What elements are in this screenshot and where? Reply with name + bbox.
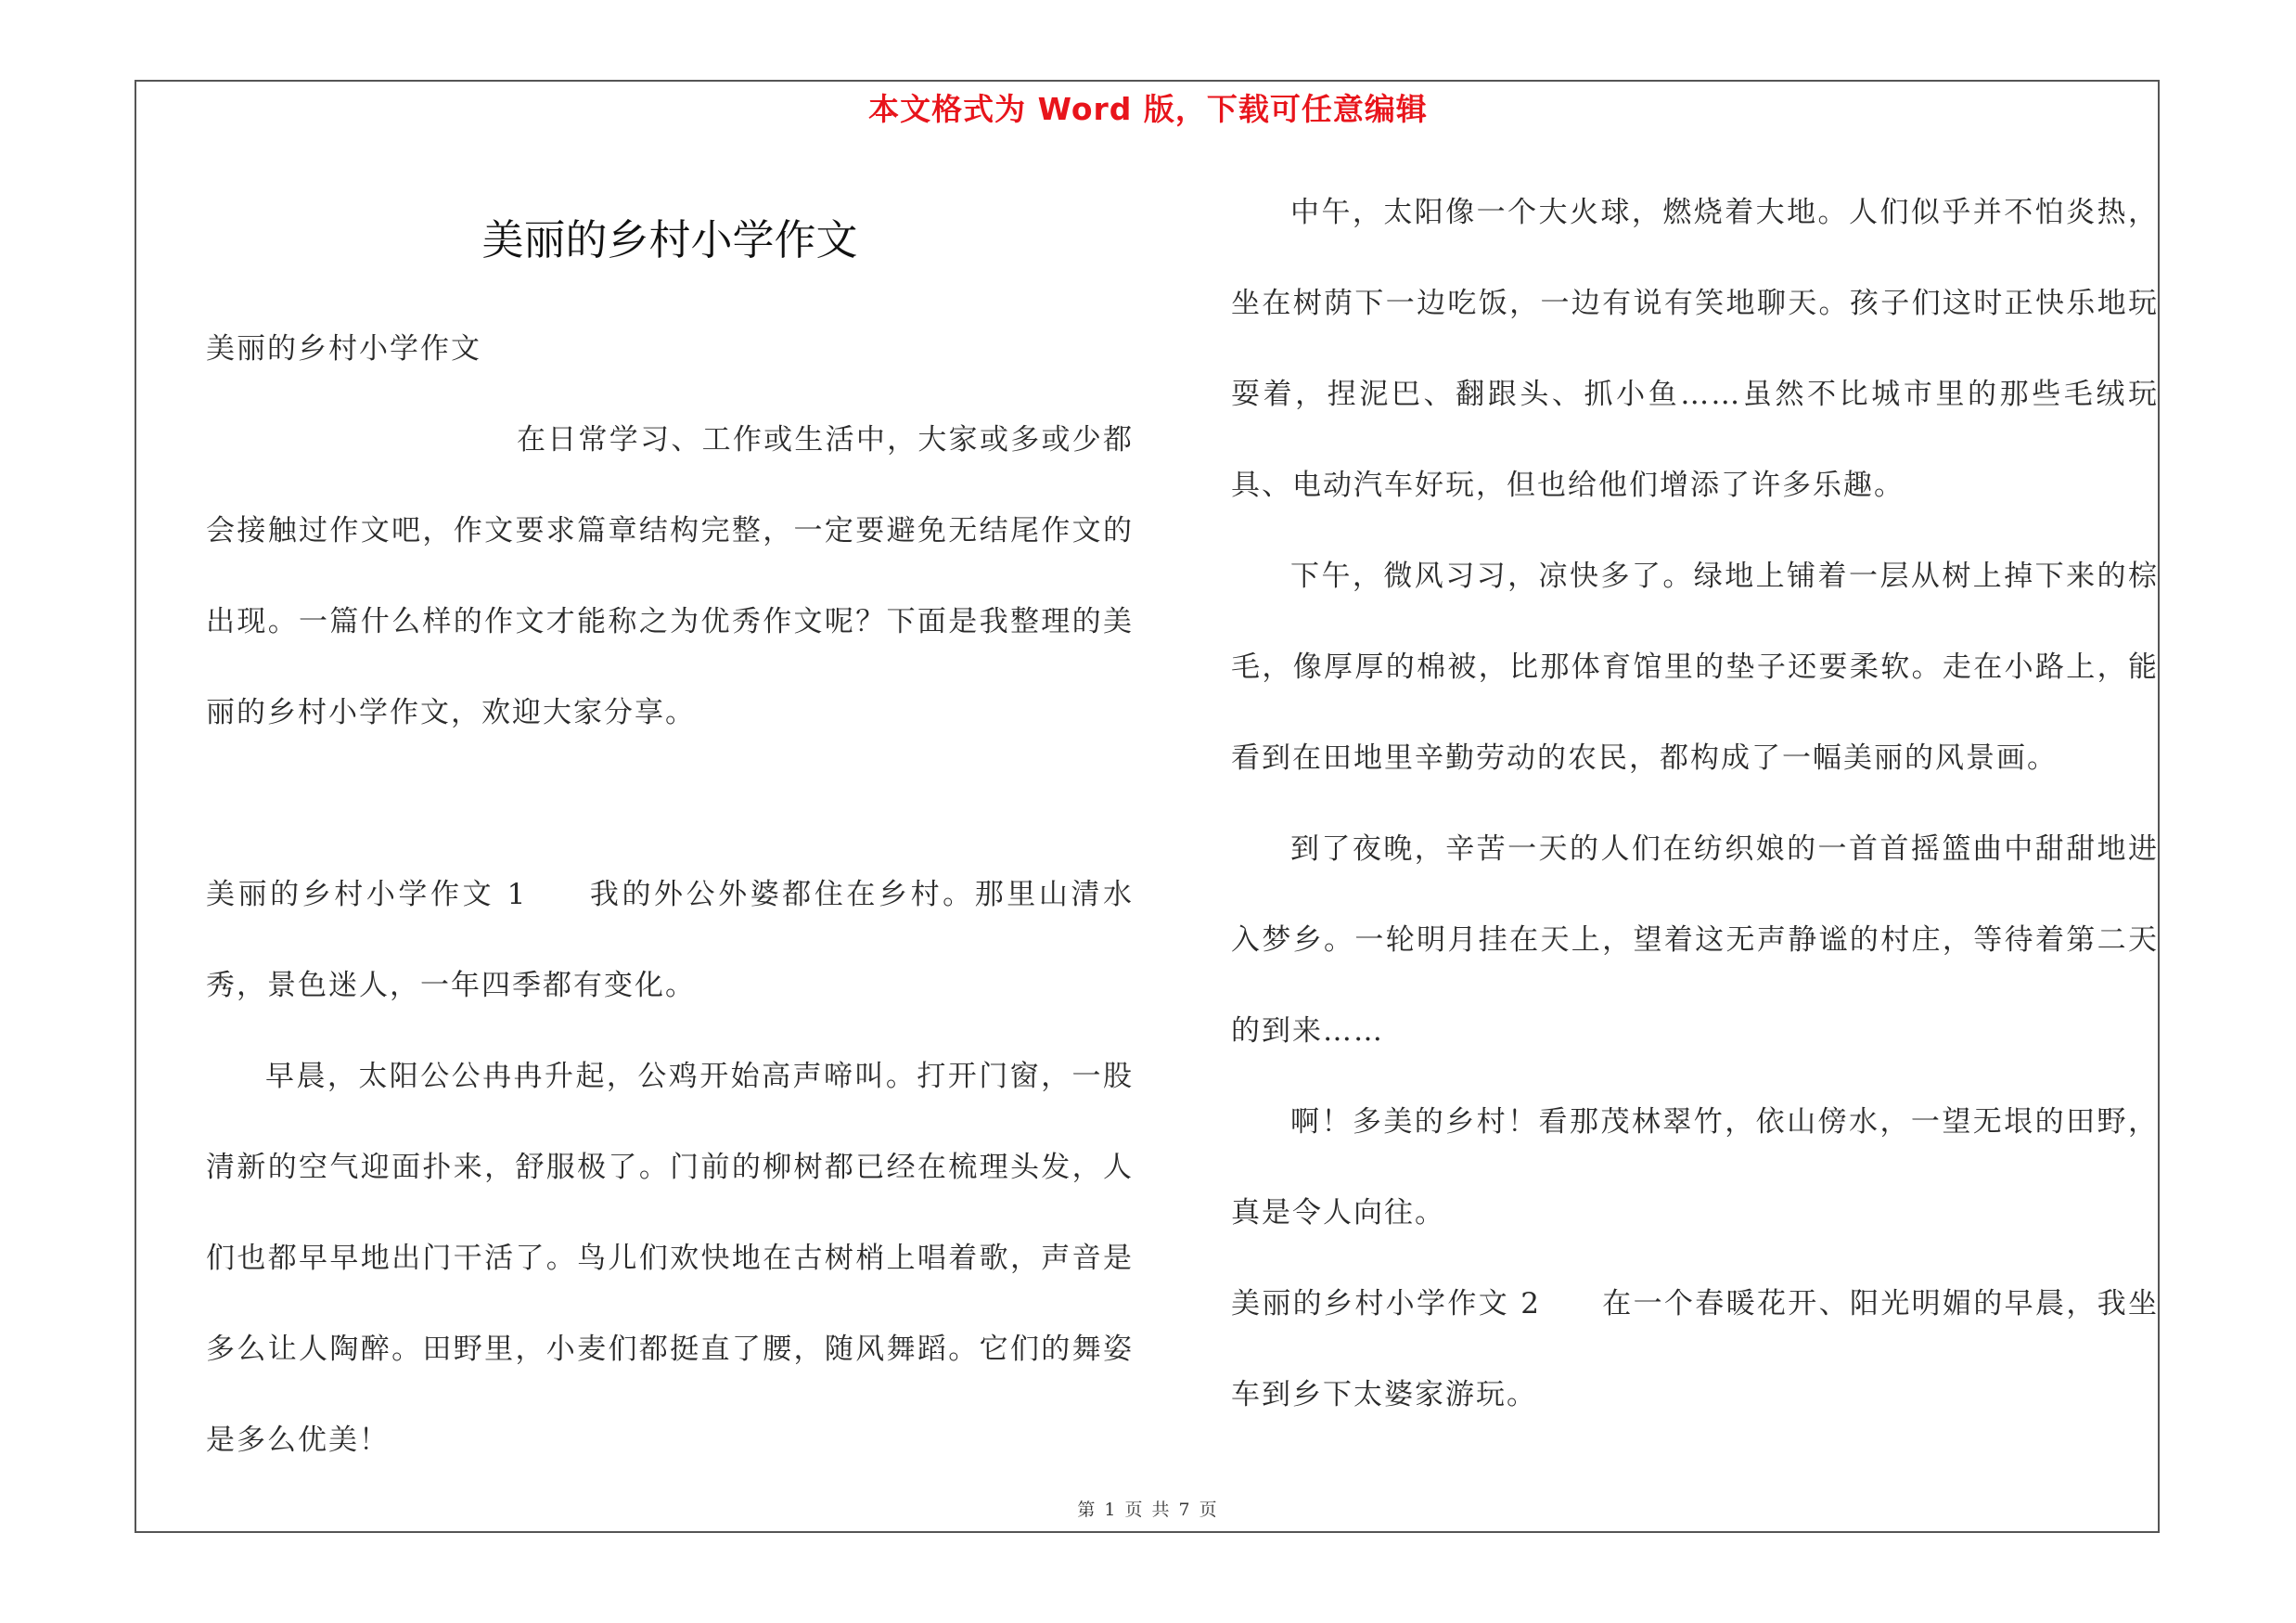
- intro-paragraph: 在日常学习、工作或生活中，大家或多或少都会接触过作文吧，作文要求篇章结构完整，一定要避免无结尾作文的出现。一篇什么样的作文才能称之为优秀作文呢？下面是我整理的美丽的乡村小学作文，欢迎大家分享。: [206, 423, 1134, 729]
- word-format-banner: 本文格式为 Word 版，下载可任意编辑: [868, 91, 1428, 127]
- noon-paragraph: 中午，太阳像一个大火球，燃烧着大地。人们似乎并不怕炎热，坐在树荫下一边吃饭，一边有说有笑地聊天。孩子们这时正快乐地玩耍着，捏泥巴、翻跟头、抓小鱼……虽然不比城市里的那些毛绒玩具、电动汽车好玩，但也给他们增添了许多乐趣。: [1231, 196, 2159, 502]
- afternoon-paragraph: 下午，微风习习，凉快多了。绿地上铺着一层从树上掉下来的棕毛，像厚厚的棉被，比那体育馆里的垫子还要柔软。走在小路上，能看到在田地里辛勤劳动的农民，都构成了一幅美丽的风景画。: [1231, 560, 2159, 775]
- section-1-heading: 美丽的乡村小学作文 1: [206, 878, 528, 911]
- section-1-text: 我的外公外婆都住在乡村。那里山清水秀，景色迷人，一年四季都有变化。: [206, 878, 1135, 1002]
- spacer: [206, 758, 1134, 849]
- section-2: [1231, 1258, 2159, 1440]
- subtitle: 美丽的乡村小学作文: [206, 332, 481, 366]
- page-footer: 第 1 页 共 7 页: [1077, 1500, 1219, 1520]
- section-2-text: 在一个春暖花开、阳光明媚的早晨，我坐车到乡下太婆家游玩。: [1231, 1287, 2160, 1411]
- document-title: 美丽的乡村小学作文: [481, 215, 858, 264]
- section-2-heading: 美丽的乡村小学作文 2: [1231, 1287, 1541, 1320]
- section-1: [206, 849, 1134, 1031]
- exclaim-paragraph: 啊！多美的乡村！看那茂林翠竹，依山傍水，一望无垠的田野，真是令人向往。: [1231, 1105, 2159, 1230]
- morning-paragraph: 早晨，太阳公公冉冉升起，公鸡开始高声啼叫。打开门窗，一股清新的空气迎面扑来，舒服极了。门前的柳树都已经在梳理头发，人们也都早早地出门干活了。鸟儿们欢快地在古树梢上唱着歌，声音是多么让人陶醉。田野里，小麦们都挺直了腰，随风舞蹈。它们的舞姿是多么优美！: [206, 1060, 1134, 1457]
- left-column: [206, 303, 1134, 1486]
- right-column: [1231, 167, 2159, 1440]
- night-paragraph: 到了夜晚，辛苦一天的人们在纺织娘的一首首摇篮曲中甜甜地进入梦乡。一轮明月挂在天上，望着这无声静谧的村庄，等待着第二天的到来……: [1231, 832, 2159, 1048]
